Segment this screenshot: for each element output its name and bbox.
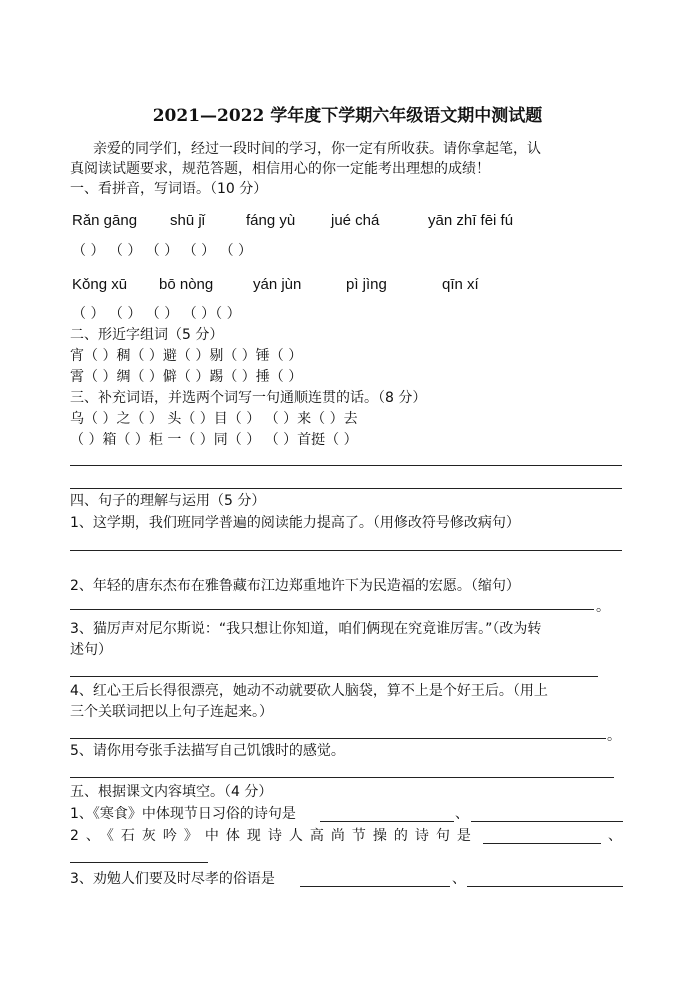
idiom-row-1[interactable]: 乌（ ）之（ ） 头（ ）目（ ） （ ）来（ ）去 (70, 411, 358, 427)
pinyin-1: Rǎn gāng (72, 212, 138, 229)
question-4-1: 1、这学期，我们班同学普遍的阅读能力提高了。（用修改符号修改病句） (70, 515, 520, 531)
intro-line-2: 真阅读试题要求，规范答题，相信用心的你一定能考出理想的成绩！ (70, 161, 490, 177)
section2-heading: 二、形近字组词（5 分） (70, 327, 224, 343)
question-5-2: 2、《石灰吟》中体现诗人高尚节操的诗句是 (70, 828, 478, 844)
answer-brackets-row-1[interactable]: （ ） （ ） （ ） （ ） （ ） (72, 243, 253, 259)
pinyin-9: pì jìng (346, 276, 387, 293)
pinyin-6: Kǒng xū (72, 276, 128, 293)
answer-line[interactable] (70, 676, 598, 677)
section5-heading: 五、根据课文内容填空。（4 分） (70, 784, 273, 800)
section4-heading: 四、句子的理解与运用（5 分） (70, 493, 266, 509)
period-mark: 。 (596, 599, 610, 615)
fill-blank[interactable] (300, 886, 450, 887)
separator: 、 (608, 828, 622, 844)
fill-blank[interactable] (320, 821, 454, 822)
fill-blank[interactable] (483, 843, 601, 844)
exam-title: 2021—2022 学年度下学期六年级语文期中测试题 (152, 106, 543, 126)
question-4-5: 5、请你用夸张手法描写自己饥饿时的感觉。 (70, 743, 345, 759)
question-4-3-line-2: 述句） (70, 642, 112, 658)
question-4-4-line-1: 4、红心王后长得很漂亮，她动不动就要砍人脑袋，算不上是个好王后。（用上 (70, 683, 548, 699)
fill-blank[interactable] (70, 862, 208, 863)
pinyin-10: qīn xí (442, 276, 479, 293)
section3-heading: 三、补充词语，并选两个词写一句通顺连贯的话。（8 分） (70, 390, 427, 406)
fill-blank[interactable] (471, 821, 623, 822)
similar-chars-row-1[interactable]: 宵（ ）稠（ ）避（ ）剔（ ）锤（ ） (70, 348, 303, 364)
fill-blank[interactable] (467, 886, 623, 887)
answer-line[interactable] (70, 609, 594, 610)
answer-line[interactable] (70, 550, 622, 551)
intro-line-1: 亲爱的同学们，经过一段时间的学习，你一定有所收获。请你拿起笔，认 (93, 141, 541, 157)
answer-line[interactable] (70, 488, 622, 489)
pinyin-2: shū jǐ (170, 212, 206, 229)
section1-heading: 一、看拼音，写词语。（10 分） (70, 181, 268, 197)
answer-line[interactable] (70, 738, 606, 739)
idiom-row-2[interactable]: （ ）箱（ ）柜 一（ ）同（ ） （ ）首挺（ ） (70, 432, 358, 448)
question-4-2: 2、年轻的唐东杰布在雅鲁藏布江边郑重地许下为民造福的宏愿。（缩句） (70, 578, 520, 594)
question-4-4-line-2: 三个关联词把以上句子连起来。） (70, 704, 273, 720)
pinyin-4: jué chá (331, 212, 380, 229)
separator: 、 (455, 806, 469, 822)
answer-line[interactable] (70, 465, 622, 466)
separator: 、 (452, 871, 466, 887)
question-4-3-line-1: 3、猫厉声对尼尔斯说：“我只想让你知道，咱们俩现在究竟谁厉害。”（改为转 (70, 621, 542, 637)
similar-chars-row-2[interactable]: 霄（ ）绸（ ）僻（ ）踢（ ）捶（ ） (70, 369, 303, 385)
period-mark: 。 (607, 728, 621, 744)
question-5-3: 3、劝勉人们要及时尽孝的俗语是 (70, 871, 275, 887)
pinyin-3: fáng yù (246, 212, 296, 229)
question-5-1: 1、《寒食》中体现节日习俗的诗句是 (70, 806, 296, 822)
pinyin-7: bō nòng (159, 276, 214, 293)
answer-brackets-row-2[interactable]: （ ） （ ） （ ） （ ）（ ） (72, 306, 241, 322)
answer-line[interactable] (70, 777, 614, 778)
pinyin-5: yān zhī fēi fú (428, 212, 514, 229)
pinyin-8: yán jùn (253, 276, 302, 293)
